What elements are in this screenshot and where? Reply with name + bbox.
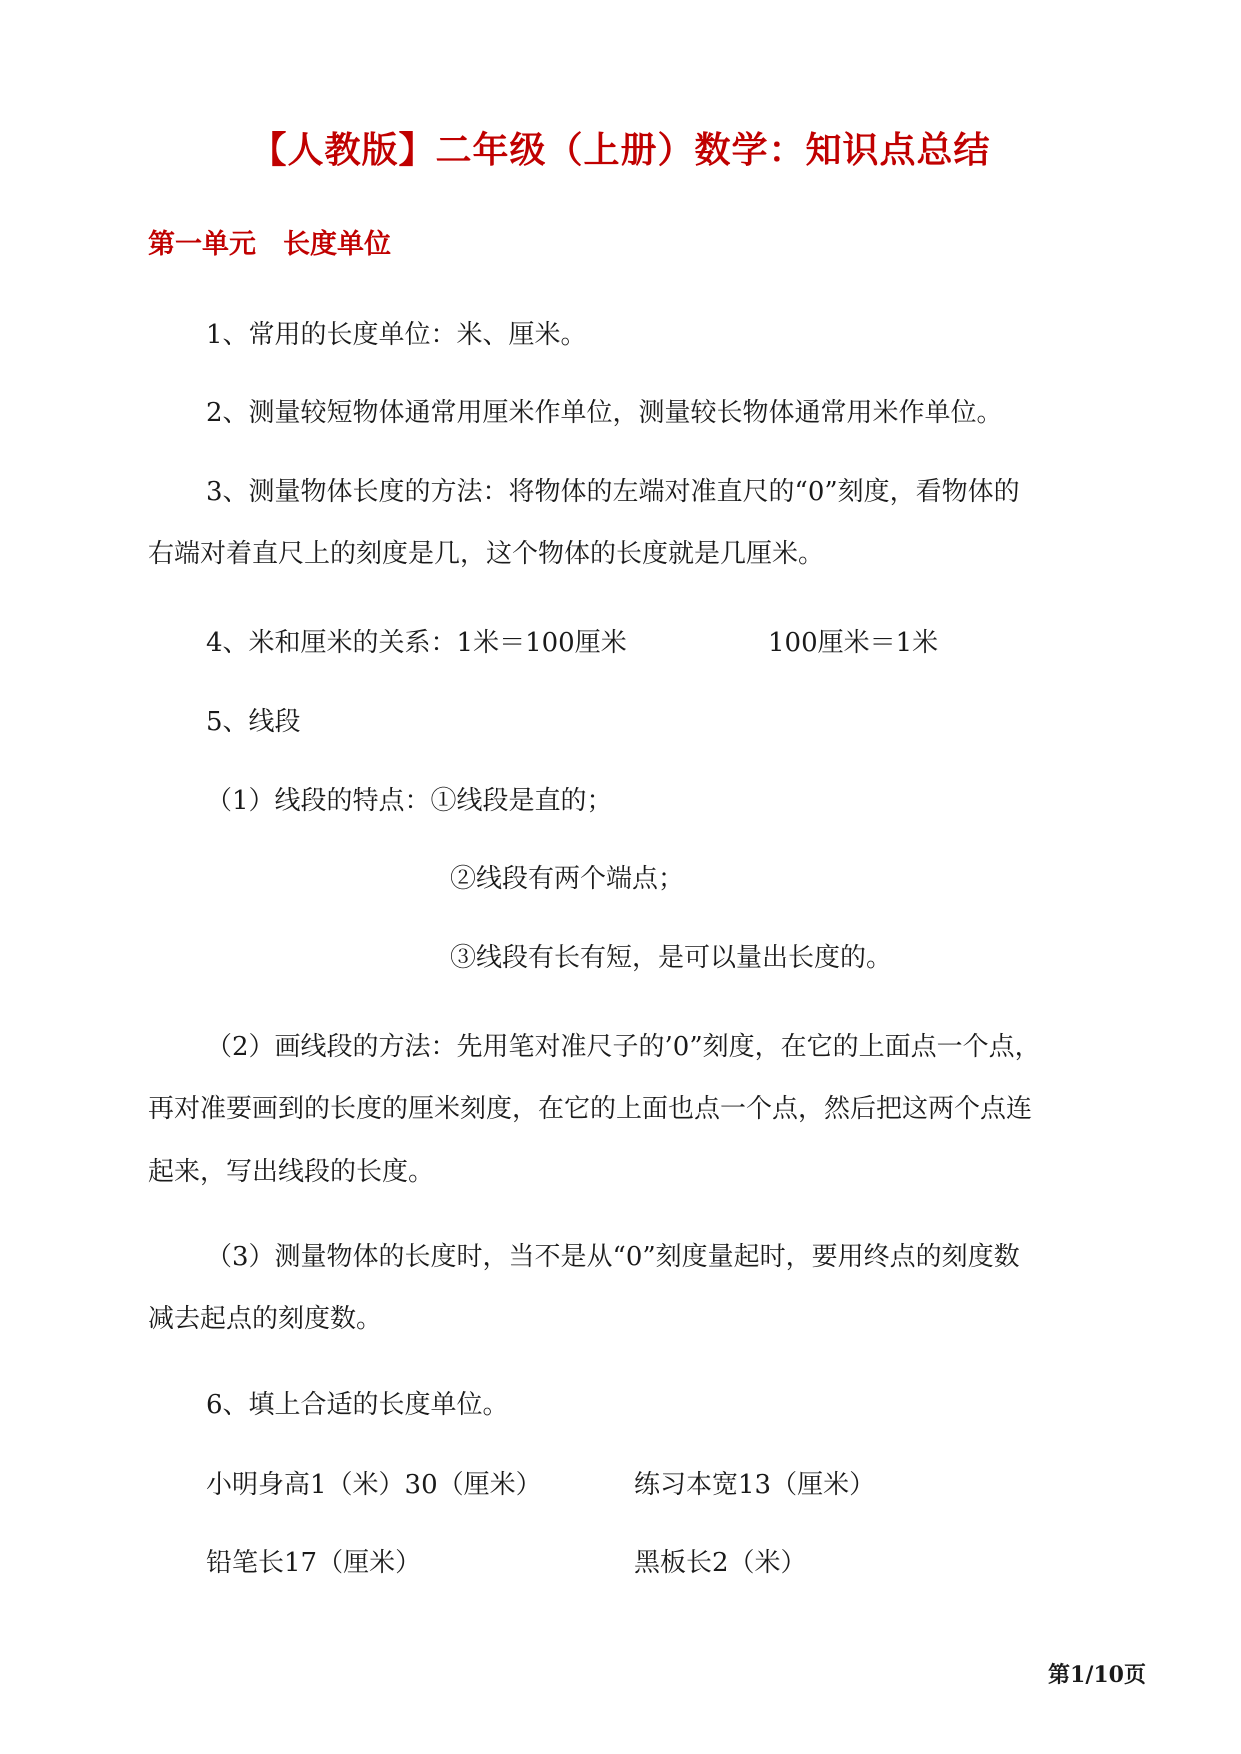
page-number: 第1/10页 xyxy=(1048,1662,1146,1688)
example-1-right: 练习本宽13（厘米） xyxy=(634,1470,876,1500)
item-5-2-line-2: 再对准要画到的长度的厘米刻度，在它的上面也点一个点，然后把这两个点连 xyxy=(148,1094,1033,1124)
item-5-3-line-2: 减去起点的刻度数。 xyxy=(148,1304,383,1334)
item-4-left: 4、米和厘米的关系：1米＝100厘米 xyxy=(206,628,627,658)
item-4-right: 100厘米＝1米 xyxy=(768,628,939,658)
document-title: 【人教版】二年级（上册）数学：知识点总结 xyxy=(250,129,991,171)
item-2: 2、测量较短物体通常用厘米作单位，测量较长物体通常用米作单位。 xyxy=(206,398,1003,428)
item-5-2-line-1: （2）画线段的方法：先用笔对准尺子的’0”刻度，在它的上面点一个点， xyxy=(206,1032,1041,1062)
item-5-1-line-1: （1）线段的特点：①线段是直的； xyxy=(206,786,613,816)
item-5-1-line-3: ③线段有长有短，是可以量出长度的。 xyxy=(450,943,893,973)
unit-heading: 第一单元 长度单位 xyxy=(148,229,391,260)
item-1: 1、常用的长度单位：米、厘米。 xyxy=(206,320,587,350)
example-2-right: 黑板长2（米） xyxy=(634,1548,807,1578)
example-2-left: 铅笔长17（厘米） xyxy=(206,1548,422,1578)
item-6: 6、填上合适的长度单位。 xyxy=(206,1390,509,1420)
item-5-2-line-3: 起来，写出线段的长度。 xyxy=(148,1157,435,1187)
item-5-1-line-2: ②线段有两个端点； xyxy=(450,864,685,894)
example-1-left: 小明身高1（米）30（厘米） xyxy=(206,1470,542,1500)
item-5: 5、线段 xyxy=(206,707,301,737)
item-3-line-1: 3、测量物体长度的方法：将物体的左端对准直尺的“0”刻度，看物体的 xyxy=(206,477,1020,507)
item-5-3-line-1: （3）测量物体的长度时，当不是从“0”刻度量起时，要用终点的刻度数 xyxy=(206,1242,1020,1272)
item-3-line-2: 右端对着直尺上的刻度是几，这个物体的长度就是几厘米。 xyxy=(148,539,825,569)
